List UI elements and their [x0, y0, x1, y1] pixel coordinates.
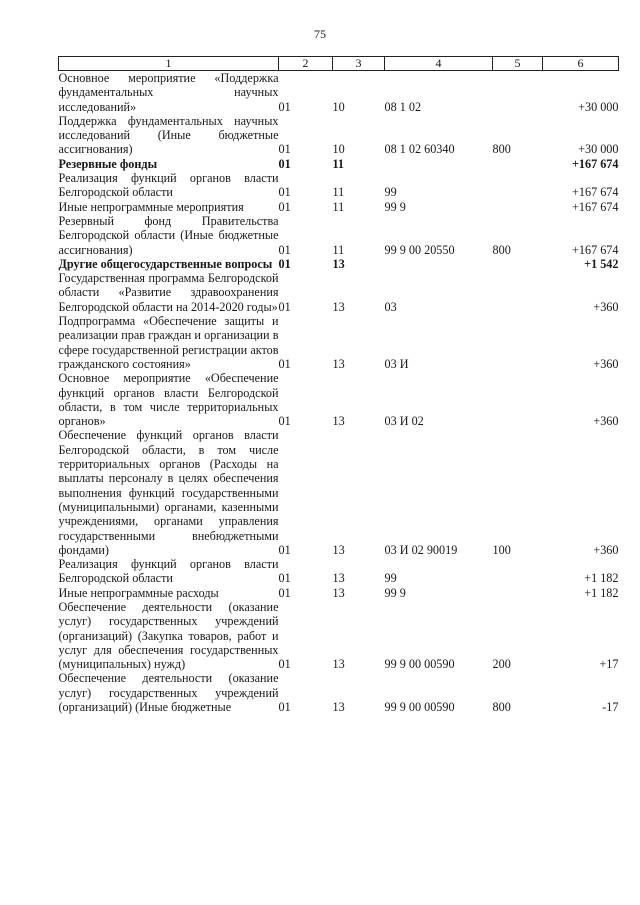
- table-row: [59, 71, 619, 114]
- table-row: [59, 257, 619, 271]
- table-row: [59, 171, 619, 200]
- row-target-article: 99 9: [384, 199, 406, 214]
- row-subsection: 13: [332, 256, 345, 271]
- table-row: [59, 271, 619, 314]
- table-row: [59, 586, 619, 600]
- row-section: 01: [278, 356, 291, 371]
- row-target-article: 03 И 02 90019: [384, 542, 458, 557]
- row-subsection: 13: [332, 356, 345, 371]
- row-expense-type: [493, 371, 543, 428]
- row-amount: +167 674: [572, 185, 619, 200]
- header-col-3: 3: [333, 57, 385, 71]
- header-col-4: 4: [385, 57, 493, 71]
- row-expense-type: [493, 271, 543, 314]
- header-col-2: 2: [279, 57, 333, 71]
- row-name: Резервный фонд Правительства Белгородской области (Иные бюджетные ассигнования): [58, 213, 279, 257]
- row-section: 01: [278, 571, 291, 586]
- row-subsection: 10: [332, 99, 345, 114]
- table-row: [59, 314, 619, 371]
- row-section: 01: [278, 299, 291, 314]
- row-amount: +167 674: [571, 156, 619, 171]
- row-amount: +1 182: [584, 571, 619, 586]
- row-amount: +360: [593, 542, 619, 557]
- row-target-article: [385, 157, 493, 171]
- row-amount: +167 674: [572, 199, 619, 214]
- page-number: 75: [314, 27, 326, 41]
- table-row: [59, 671, 619, 714]
- row-subsection: 11: [332, 185, 345, 200]
- row-amount: -17: [602, 700, 619, 715]
- row-target-article: 99 9: [384, 585, 406, 600]
- row-expense-type: [493, 200, 543, 214]
- row-target-article: 08 1 02 60340: [384, 142, 455, 157]
- row-name: Обеспечение деятельности (оказание услуг) государственных учреждений (организаций) (Иные бюджетные: [58, 671, 279, 715]
- header-col-6: 6: [543, 57, 619, 71]
- header-col-5: 5: [493, 57, 543, 71]
- table-row: [59, 600, 619, 671]
- row-subsection: 13: [332, 542, 345, 557]
- budget-table: [58, 56, 619, 714]
- table-row: [59, 114, 619, 157]
- row-target-article: 03: [384, 299, 397, 314]
- row-name: Обеспечение функций органов власти Белгородской области, в том числе территориальных органов (Расходы на выплаты персоналу в целях обеспечения выполнения функций государственными (муниципальными) органами, казенными учреждениями, органами управления государственными внебюджетными фондами): [58, 428, 279, 557]
- row-expense-type: [493, 71, 543, 114]
- row-subsection: 13: [332, 585, 345, 600]
- row-expense-type: 100: [492, 542, 511, 557]
- row-name: Другие общегосударственные вопросы: [58, 256, 273, 271]
- row-expense-type: 800: [492, 242, 511, 257]
- row-expense-type: [493, 171, 543, 200]
- row-target-article: 08 1 02: [384, 99, 422, 114]
- row-name: Реализация функций органов власти Белгородской области: [58, 171, 279, 200]
- row-target-article: 99 9 00 20550: [384, 242, 455, 257]
- row-section: 01: [278, 700, 291, 715]
- row-expense-type: 800: [492, 700, 511, 715]
- row-target-article: [385, 257, 493, 271]
- row-target-article: 99: [384, 571, 397, 586]
- row-amount: +1 182: [584, 585, 619, 600]
- row-subsection: 13: [332, 299, 345, 314]
- row-section: 01: [278, 414, 291, 429]
- table-row: [59, 557, 619, 586]
- row-expense-type: [493, 257, 543, 271]
- table-row: [59, 371, 619, 428]
- row-section: 01: [278, 657, 291, 672]
- row-section: 01: [278, 542, 291, 557]
- row-name: Основное мероприятие «Поддержка фундаментальных научных исследований»: [58, 71, 279, 114]
- row-expense-type: [493, 557, 543, 586]
- row-subsection: 11: [332, 199, 345, 214]
- row-expense-type: 200: [492, 657, 511, 672]
- row-subsection: 13: [332, 571, 345, 586]
- row-amount: +1 542: [584, 256, 619, 271]
- row-name: Обеспечение деятельности (оказание услуг) государственных учреждений (организаций) (Закупка товаров, работ и услуг для обеспечения государственных (муниципальных) нужд): [58, 599, 279, 672]
- row-target-article: 03 И 02: [384, 414, 424, 429]
- row-subsection: 13: [332, 414, 345, 429]
- row-section: 01: [278, 199, 291, 214]
- table-row: [59, 428, 619, 557]
- table-row: [59, 157, 619, 171]
- row-name: Государственная программа Белгородской области «Развитие здравоохранения Белгородской области на 2014-2020 годы»: [58, 271, 279, 314]
- row-section: 01: [278, 99, 291, 114]
- row-amount: +360: [593, 356, 619, 371]
- row-amount: +360: [593, 299, 619, 314]
- row-section: 01: [278, 242, 291, 257]
- row-section: 01: [278, 142, 291, 157]
- row-name: Резервные фонды: [58, 156, 158, 171]
- row-subsection: 13: [332, 657, 345, 672]
- row-amount: +167 674: [572, 242, 619, 257]
- row-target-article: 99 9 00 00590: [384, 700, 455, 715]
- table-row: [59, 200, 619, 214]
- row-expense-type: [493, 586, 543, 600]
- row-expense-type: [493, 157, 543, 171]
- row-target-article: 99: [384, 185, 397, 200]
- row-expense-type: 800: [492, 142, 511, 157]
- row-name: Поддержка фундаментальных научных исследований (Иные бюджетные ассигнования): [58, 113, 279, 157]
- row-subsection: 10: [332, 142, 345, 157]
- row-name: Иные непрограммные расходы: [58, 585, 219, 600]
- row-target-article: 99 9 00 00590: [384, 657, 455, 672]
- header-col-1: 1: [59, 57, 279, 71]
- table-row: [59, 214, 619, 257]
- row-amount: +30 000: [578, 142, 619, 157]
- row-section: 01: [278, 585, 291, 600]
- row-section: 01: [278, 156, 291, 171]
- row-subsection: 11: [332, 242, 345, 257]
- row-name: Основное мероприятие «Обеспечение функций органов власти Белгородской области, в том числе территориальных органов»: [58, 371, 279, 429]
- row-section: 01: [278, 185, 291, 200]
- row-amount: +17: [599, 657, 619, 672]
- row-name: Подпрограмма «Обеспечение защиты и реализации прав граждан и организации в сфере государственной регистрации актов гражданского состояния»: [58, 314, 279, 371]
- row-amount: +30 000: [578, 99, 619, 114]
- row-expense-type: [493, 314, 543, 371]
- row-subsection: 11: [332, 156, 345, 171]
- row-target-article: 03 И: [384, 356, 409, 371]
- row-subsection: 13: [332, 700, 345, 715]
- row-section: 01: [278, 256, 291, 271]
- row-amount: +360: [593, 414, 619, 429]
- header-row: [59, 57, 619, 71]
- row-name: Иные непрограммные мероприятия: [58, 199, 244, 214]
- row-name: Реализация функций органов власти Белгородской области: [58, 557, 279, 586]
